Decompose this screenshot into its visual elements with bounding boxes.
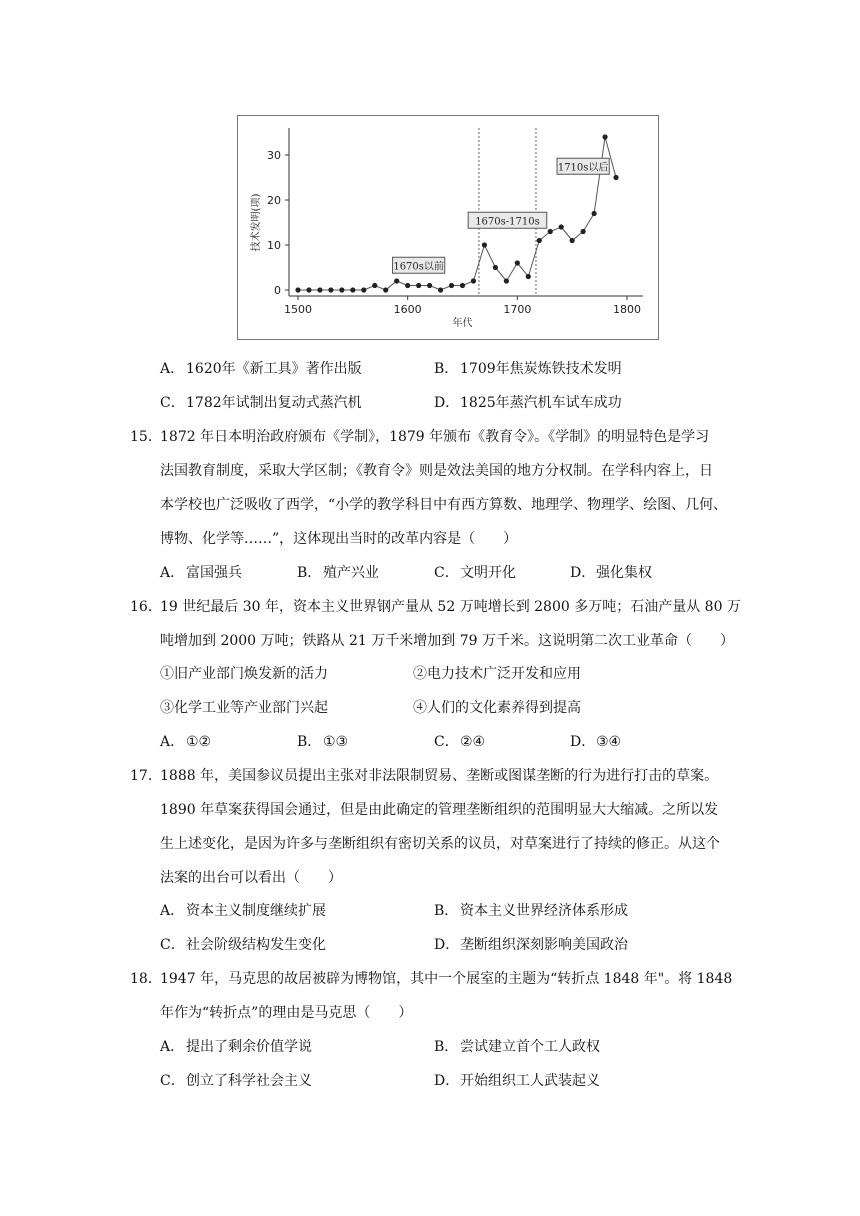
q16-item: ③化学工业等产业部门兴起 bbox=[160, 700, 328, 716]
q16-option-c: C．②④ bbox=[434, 734, 486, 750]
data-point bbox=[449, 283, 454, 288]
data-point bbox=[460, 283, 465, 288]
q15-stem-line: 1872 年日本明治政府颁布《学制》，1879 年颁布《教育令》。《学制》的明显特色是学习 bbox=[160, 429, 710, 445]
data-point bbox=[613, 175, 618, 180]
q18-number: 18． bbox=[130, 971, 162, 987]
q16-stem-line: 吨增加到 2000 万吨；铁路从 21 万千米增加到 79 万千米。这说明第二次工业革命（ ） bbox=[160, 633, 734, 649]
q16-option-a: A． ①② bbox=[160, 734, 212, 750]
q18-option-d: D．开始组织工人武装起义 bbox=[434, 1073, 600, 1089]
data-point bbox=[602, 134, 607, 139]
data-point bbox=[559, 224, 564, 229]
q15-stem-line: 法国教育制度，采取大学区制；《教育令》则是效法美国的地方分权制。在学科内容上，日 bbox=[160, 463, 713, 479]
data-point bbox=[416, 283, 421, 288]
q16-number: 16． bbox=[130, 599, 162, 615]
data-point bbox=[570, 238, 575, 243]
q18-option-b: B． 尝试建立首个工人政权 bbox=[434, 1039, 600, 1055]
q15-stem-line: 博物、化学等……”，这体现出当时的改革内容是（ ） bbox=[160, 531, 518, 547]
q16-item: ②电力技术广泛开发和应用 bbox=[413, 666, 581, 682]
data-point bbox=[537, 238, 542, 243]
q15-number: 15． bbox=[130, 429, 162, 445]
y-tick-label: 0 bbox=[274, 284, 281, 297]
annotation-label: 1710s以后 bbox=[557, 162, 609, 174]
q17-option-a: A． 资本主义制度继续扩展 bbox=[160, 903, 326, 919]
line-chart-svg bbox=[238, 116, 658, 339]
y-tick-label: 10 bbox=[267, 239, 281, 252]
data-point bbox=[427, 283, 432, 288]
x-tick-label: 1700 bbox=[503, 303, 532, 316]
data-point bbox=[361, 287, 366, 292]
data-point bbox=[306, 287, 311, 292]
data-point bbox=[383, 287, 388, 292]
q18-stem-line: 年作为“转折点”的理由是马克思（ ） bbox=[160, 1005, 413, 1021]
q18-stem-line: 1947 年，马克思的故居被辟为博物馆，其中一个展室的主题为“转折点 1848 年"。将 1848 bbox=[160, 971, 733, 987]
q17-number: 17． bbox=[130, 768, 162, 784]
data-point bbox=[317, 287, 322, 292]
data-point bbox=[482, 242, 487, 247]
data-point bbox=[581, 229, 586, 234]
q16-option-b: B． ①③ bbox=[297, 734, 349, 750]
q17-option-c: C．社会阶级结构发生变化 bbox=[160, 937, 326, 953]
q15-option-c: C．文明开化 bbox=[434, 565, 516, 581]
data-point bbox=[438, 287, 443, 292]
q17-stem-line: 法案的出台可以看出（ ） bbox=[160, 870, 342, 886]
data-point bbox=[592, 211, 597, 216]
x-tick-label: 1800 bbox=[613, 303, 641, 316]
data-point bbox=[372, 283, 377, 288]
data-point bbox=[471, 278, 476, 283]
q17-option-d: D．垄断组织深刻影响美国政治 bbox=[434, 937, 628, 953]
q17-stem-line: 1890 年草案获得国会通过，但是由此确定的管理垄断组织的范围明显大大缩减。之所以发 bbox=[160, 802, 719, 818]
q17-option-b: B． 资本主义世界经济体系形成 bbox=[434, 903, 628, 919]
y-tick-label: 20 bbox=[267, 194, 281, 207]
data-point bbox=[394, 278, 399, 283]
data-point bbox=[493, 265, 498, 270]
q18-option-c: C．创立了科学社会主义 bbox=[160, 1073, 312, 1089]
q16-item: ④人们的文化素养得到提高 bbox=[413, 700, 581, 716]
data-point bbox=[339, 287, 344, 292]
data-point bbox=[504, 278, 509, 283]
data-point bbox=[295, 287, 300, 292]
data-point bbox=[548, 229, 553, 234]
q15-stem-line: 本学校也广泛吸收了西学，“小学的教学科目中有西方算数、地理学、物理学、绘图、几何、 bbox=[160, 497, 728, 513]
y-tick-label: 30 bbox=[267, 149, 281, 162]
annotation-label: 1670s以前 bbox=[393, 261, 444, 273]
q15-option-a: A． 富国强兵 bbox=[160, 565, 242, 581]
data-point bbox=[526, 274, 531, 279]
data-point bbox=[405, 283, 410, 288]
invention-chart bbox=[237, 115, 659, 340]
q16-stem-line: 19 世纪最后 30 年，资本主义世界钢产量从 52 万吨增长到 2800 多万吨；石油产量从 80 万 bbox=[160, 599, 741, 615]
data-point bbox=[350, 287, 355, 292]
q14-option-c: C．1782年试制出复动式蒸汽机 bbox=[160, 395, 362, 411]
q16-option-d: D．③④ bbox=[570, 734, 622, 750]
q14-option-a: A． 1620年《新工具》著作出版 bbox=[160, 361, 362, 377]
q15-option-d: D．强化集权 bbox=[570, 565, 652, 581]
q17-stem-line: 1888 年，美国参议员提出主张对非法限制贸易、垄断或图谋垄断的行为进行打击的草案。 bbox=[160, 768, 719, 784]
q14-option-b: B． 1709年焦炭炼铁技术发明 bbox=[434, 361, 622, 377]
data-point bbox=[515, 260, 520, 265]
q15-option-b: B． 殖产兴业 bbox=[297, 565, 379, 581]
x-tick-label: 1600 bbox=[393, 303, 422, 316]
q16-item: ①旧产业部门焕发新的活力 bbox=[160, 666, 328, 682]
q14-option-d: D．1825年蒸汽机车试车成功 bbox=[434, 395, 622, 411]
data-point bbox=[328, 287, 333, 292]
q17-stem-line: 生上述变化，是因为许多与垄断组织有密切关系的议员，对草案进行了持续的修正。从这个 bbox=[160, 836, 720, 852]
q18-option-a: A． 提出了剩余价值学说 bbox=[160, 1039, 312, 1055]
x-tick-label: 1500 bbox=[284, 303, 312, 316]
x-axis-label: 年代 bbox=[452, 318, 473, 329]
annotation-label: 1670s-1710s bbox=[475, 216, 540, 228]
y-axis-label: 技术发明(项) bbox=[251, 193, 262, 252]
